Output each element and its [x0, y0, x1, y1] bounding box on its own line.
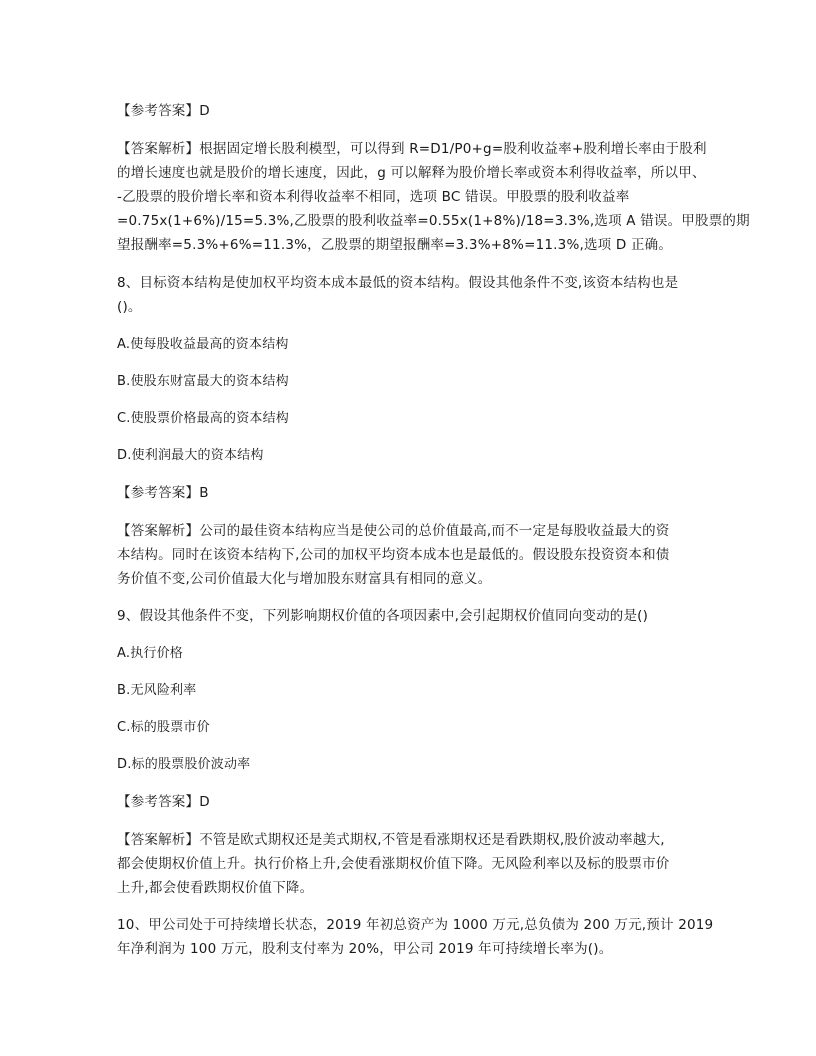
q9-explanation-line: 上升,都会使看跌期权价值下降。 [117, 880, 314, 896]
q8-question-line: ()。 [117, 299, 142, 315]
q8-explanation-line: 务价值不变,公司价值最大化与增加股东财富具有相同的意义。 [117, 571, 492, 587]
q8-option-d: D.使利润最大的资本结构 [117, 448, 264, 463]
q8-explanation-line: 【答案解析】公司的最佳资本结构应当是使公司的总价值最高,而不一定是每股收益最大的资 [117, 523, 670, 539]
q7-explanation-line: -乙股票的股价增长率和资本利得收益率不相同，选项 BC 错误。甲股票的股利收益率 [117, 189, 630, 205]
q9-question-line: 9、假设其他条件不变，下列影响期权价值的各项因素中,会引起期权价值同向变动的是() [117, 608, 649, 624]
q8-option-a: A.使每股收益最高的资本结构 [117, 337, 289, 352]
q8-option-c: C.使股票价格最高的资本结构 [117, 411, 290, 426]
q7-explanation-line: 【答案解析】根据固定增长股利模型，可以得到 R=D1/P0+g=股利收益率+股利增长率由于股利 [117, 141, 707, 157]
q8-option-b: B.使股东财富最大的资本结构 [117, 374, 289, 389]
q7-explanation-line: =0.75x(1+6%)/15=5.3%,乙股票的股利收益率=0.55x(1+8%)/18=3.3%,选项 A 错误。甲股票的期 [117, 213, 750, 229]
q9-option-b: B.无风险利率 [117, 683, 197, 698]
q10-question-line: 年净利润为 100 万元，股利支付率为 20%，甲公司 2019 年可持续增长率为()。 [117, 941, 613, 957]
q9-answer: 【参考答案】D [117, 794, 210, 810]
q7-explanation-line: 望报酬率=5.3%+6%=11.3%，乙股票的期望报酬率=3.3%+8%=11.3%,选项 D 正确。 [117, 237, 673, 253]
q7-explanation-line: 的增长速度也就是股价的增长速度，因此，g 可以解释为股价增长率或资本利得收益率，所以甲、 [117, 165, 706, 181]
q8-question-line: 8、目标资本结构是使加权平均资本成本最低的资本结构。假设其他条件不变,该资本结构也是 [117, 275, 679, 291]
q10-question-line: 10、甲公司处于可持续增长状态，2019 年初总资产为 1000 万元,总负债为 200 万元,预计 2019 [117, 917, 714, 933]
q9-option-c: C.标的股票市价 [117, 720, 210, 735]
q9-option-a: A.执行价格 [117, 646, 183, 661]
q7-answer: 【参考答案】D [117, 103, 210, 119]
q8-answer: 【参考答案】B [117, 485, 209, 501]
q9-explanation-line: 都会使期权价值上升。执行价格上升,会使看涨期权价值下降。无风险利率以及标的股票市价 [117, 856, 670, 872]
q9-option-d: D.标的股票股价波动率 [117, 757, 251, 772]
q8-explanation-line: 本结构。同时在该资本结构下,公司的加权平均资本成本也是最低的。假设股东投资资本和债 [117, 547, 670, 563]
q9-explanation-line: 【答案解析】不管是欧式期权还是美式期权,不管是看涨期权还是看跌期权,股价波动率越大, [117, 832, 665, 848]
